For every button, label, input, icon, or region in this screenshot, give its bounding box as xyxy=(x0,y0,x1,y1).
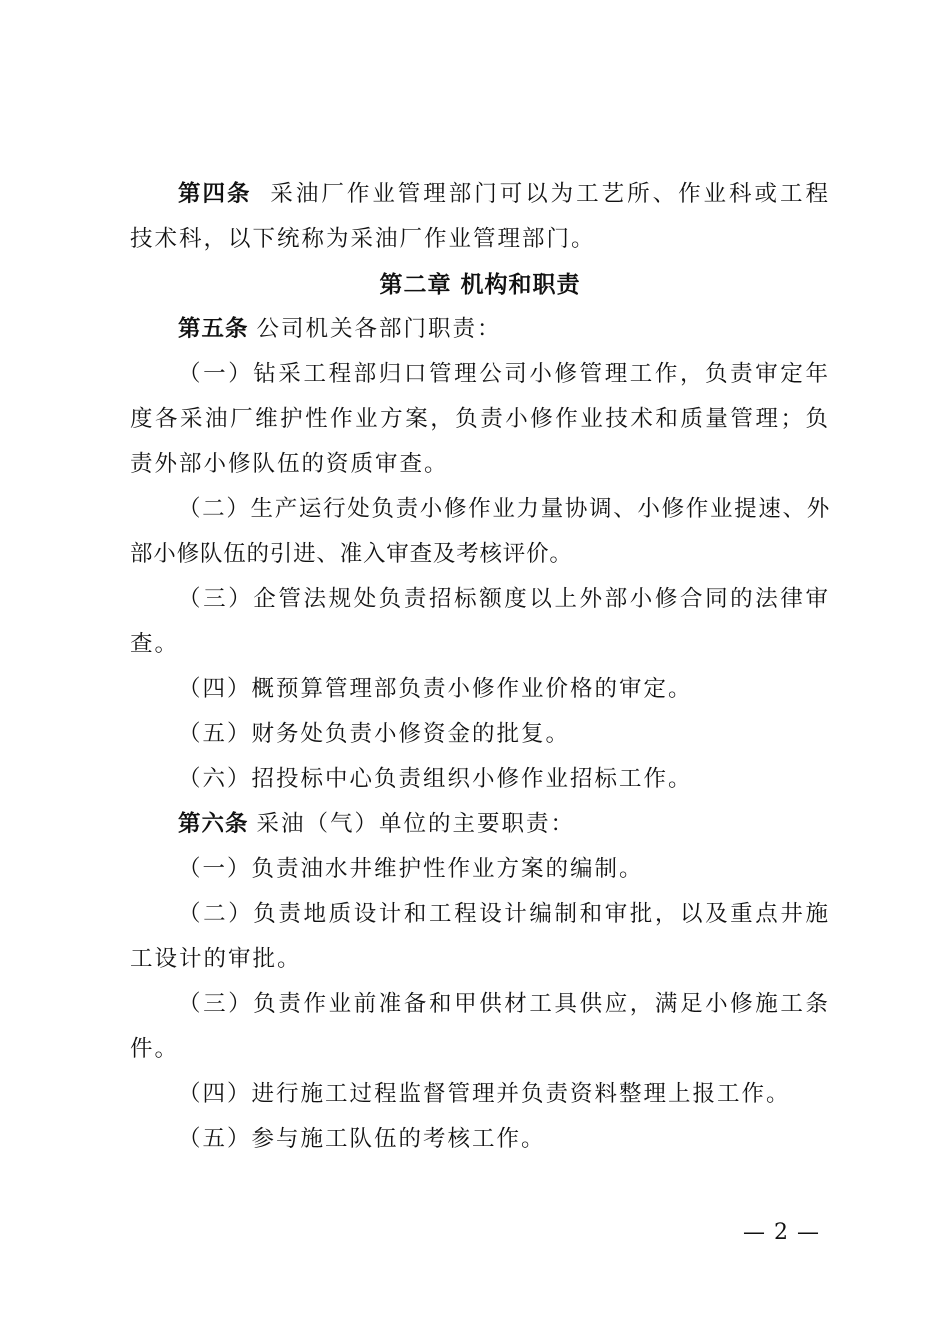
article-4-paragraph xyxy=(130,172,830,262)
article-5-intro: 公司机关各部门职责： xyxy=(256,316,502,342)
page-number: — 2 — xyxy=(743,1220,820,1245)
article-5-item-4: （四）概预算管理部负责小修作业价格的审定。 xyxy=(178,676,693,702)
article-6-item-4: （四）进行施工过程监督管理并负责资料整理上报工作。 xyxy=(178,1081,791,1107)
chapter-2-title: 第二章 机构和职责 xyxy=(379,271,581,298)
article-6-heading: 第六条 xyxy=(178,811,249,837)
article-5-item-3: （三）企管法规处负责招标额度以上外部小修合同的法律审查。 xyxy=(130,586,830,657)
article-5-item-2: （二）生产运行处负责小修作业力量协调、小修作业提速、外部小修队伍的引进、准入审查及考核评价。 xyxy=(130,496,830,567)
article-5-paragraph xyxy=(130,307,830,352)
article-5-heading: 第五条 xyxy=(178,316,249,342)
article-6-item-1: （一）负责油水井维护性作业方案的编制。 xyxy=(178,856,644,882)
article-5-item-1: （一）钻采工程部归口管理公司小修管理工作，负责审定年度各采油厂维护性作业方案，负责小修作业技术和质量管理；负责外部小修队伍的资质审查。 xyxy=(130,361,830,477)
article-4-heading: 第四条 xyxy=(178,181,252,207)
article-5-item-5: （五）财务处负责小修资金的批复。 xyxy=(178,721,571,747)
article-6-item-2: （二）负责地质设计和工程设计编制和审批，以及重点井施工设计的审批。 xyxy=(130,901,830,972)
article-4-text: 采油厂作业管理部门可以为工艺所、作业科或工程技术科，以下统称为采油厂作业管理部门。 xyxy=(130,181,830,252)
article-6-paragraph xyxy=(130,802,830,847)
article-6-intro: 采油（气）单位的主要职责： xyxy=(256,811,576,837)
document-body xyxy=(130,172,830,1162)
article-6-item-5: （五）参与施工队伍的考核工作。 xyxy=(178,1126,546,1152)
article-6-item-3: （三）负责作业前准备和甲供材工具供应，满足小修施工条件。 xyxy=(130,991,830,1062)
article-5-item-6: （六）招投标中心负责组织小修作业招标工作。 xyxy=(178,766,693,792)
